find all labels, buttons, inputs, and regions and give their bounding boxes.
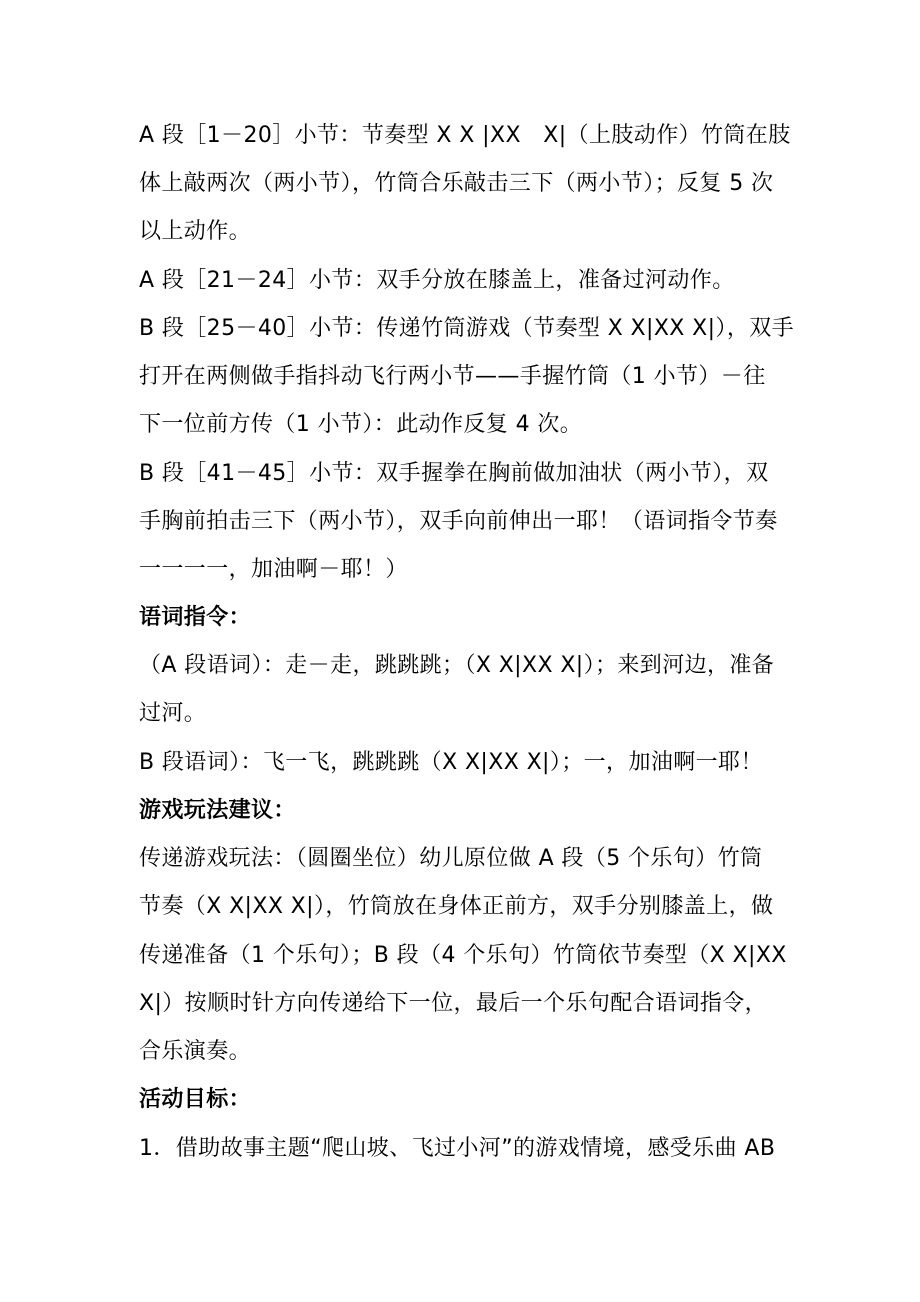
paragraph-line: 节奏（X X|XX X|），竹筒放在身体正前方，双手分别膝盖上，做 (139, 894, 774, 919)
paragraph-line: B 段［25－40］小节：传递竹筒游戏（节奏型 X X|XX X|），双手 (139, 316, 795, 341)
paragraph-line: 1．借助故事主题“爬山坡、飞过小河”的游戏情境，感受乐曲 AB (139, 1136, 776, 1161)
paragraph-line: 传递游戏玩法：（圆圈坐位）幼儿原位做 A 段（5 个乐句）竹筒 (139, 846, 763, 871)
paragraph-line: 手胸前拍击三下（两小节），双手向前伸出一耶！（语词指令节奏 (139, 509, 778, 534)
paragraph-line: 体上敲两次（两小节），竹筒合乐敲击三下（两小节）；反复 5 次 (139, 171, 774, 196)
paragraph-line: 过河。 (139, 701, 207, 726)
paragraph-line: 下一位前方传（1 小节）：此动作反复 4 次。 (139, 412, 583, 437)
paragraph-line: A 段［1－20］小节：节奏型 X X |XX X|（上肢动作）竹筒在肢 (139, 123, 791, 148)
paragraph-line: 合乐演奏。 (139, 1039, 252, 1064)
paragraph-line: 传递准备（1 个乐句）；B 段（4 个乐句）竹筒依节奏型（X X|XX (139, 943, 787, 968)
paragraph-line: 打开在两侧做手指抖动飞行两小节——手握竹筒（1 小节）－往 (139, 364, 766, 389)
paragraph-line: 以上动作。 (139, 219, 252, 244)
section-heading-cue-words: 语词指令： (139, 605, 252, 630)
paragraph-line: 一一一一，加油啊－耶！） (139, 557, 408, 582)
section-heading-game-play: 游戏玩法建议： (139, 798, 296, 823)
section-heading-activity-goals: 活动目标： (139, 1087, 252, 1112)
paragraph-line: A 段［21－24］小节：双手分放在膝盖上，准备过河动作。 (139, 268, 735, 293)
paragraph-line: B 段［41－45］小节：双手握拳在胸前做加油状（两小节），双 (139, 461, 769, 486)
paragraph-line: B 段语词）：飞一飞，跳跳跳（X X|XX X|）；一，加油啊一耶！ (139, 750, 763, 775)
paragraph-line: X|）按顺时针方向传递给下一位，最后一个乐句配合语词指令， (139, 991, 768, 1016)
paragraph-line: （A 段语词）：走－走，跳跳跳；（X X|XX X|）；来到河边，准备 (139, 653, 775, 678)
